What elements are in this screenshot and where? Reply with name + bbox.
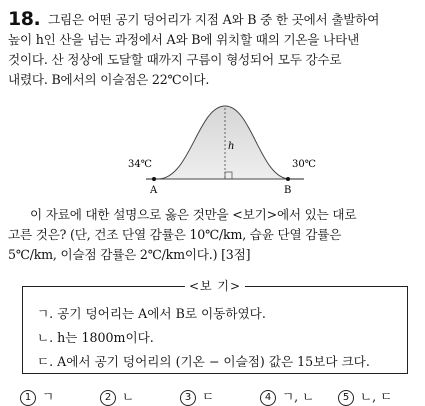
point-b-marker [286, 177, 290, 181]
stem-line: 그림은 어떤 공기 덩어리가 지점 A와 B 중 한 곳에서 출발하여 [48, 12, 380, 27]
choice-5[interactable] [338, 386, 392, 406]
statement-giyeok: ㄱ. 공기 덩어리는 A에서 B로 이동하였다. [37, 306, 266, 321]
point-b-temp: 30℃ [292, 159, 316, 170]
point-b-label: B [284, 185, 292, 196]
stem-line: 높이 h인 산을 넘는 과정에서 A와 B에 위치할 때의 기온을 나타낸 [8, 32, 360, 47]
statement-digeut: ㄷ. A에서 공기 덩어리의 (기온 − 이슬점) 값은 15보다 크다. [37, 354, 370, 369]
bogi-title: <보 기> [185, 277, 245, 294]
prompt-line: 이 자료에 대한 설명으로 옳은 것만을 <보기>에서 있는 대로 [30, 207, 357, 222]
mountain-figure [118, 104, 316, 196]
mountain-shape [158, 106, 290, 179]
height-label: h [228, 141, 235, 152]
choice-number: 4 [260, 390, 276, 406]
stem-line: 내렸다. B에서의 이슬점은 22℃이다. [8, 72, 210, 87]
stem-line: 것이다. 산 정상에 도달할 때까지 구름이 형성되어 모두 강수로 [8, 52, 342, 67]
choice-3[interactable] [180, 386, 214, 406]
prompt-line: 5℃/km, 이슬점 감률은 2℃/km이다.) [3점] [8, 247, 251, 262]
point-a-marker [152, 177, 156, 181]
choice-text: ㄷ [202, 389, 215, 404]
choice-number: 2 [100, 390, 116, 406]
question-number: 18. [8, 8, 41, 30]
choice-number: 1 [20, 390, 36, 406]
choice-text: ㄱ [42, 389, 55, 404]
choice-text: ㄴ [122, 389, 135, 404]
prompt-line: 고른 것은? (단, 건조 단열 감률은 10℃/km, 습윤 단열 감률은 [8, 227, 342, 242]
choice-1[interactable] [20, 386, 54, 406]
question-stem [8, 10, 412, 90]
question-prompt [8, 205, 414, 265]
choice-text: ㄱ, ㄴ [282, 389, 315, 404]
statement-nieun: ㄴ. h는 1800m이다. [37, 330, 154, 345]
choice-4[interactable] [260, 386, 314, 406]
choice-text: ㄴ, ㄷ [360, 389, 393, 404]
choice-number: 5 [338, 390, 354, 406]
choice-number: 3 [180, 390, 196, 406]
point-a-label: A [150, 185, 158, 196]
bogi-box [22, 279, 408, 374]
point-a-temp: 34℃ [128, 159, 152, 170]
choice-2[interactable] [100, 386, 134, 406]
